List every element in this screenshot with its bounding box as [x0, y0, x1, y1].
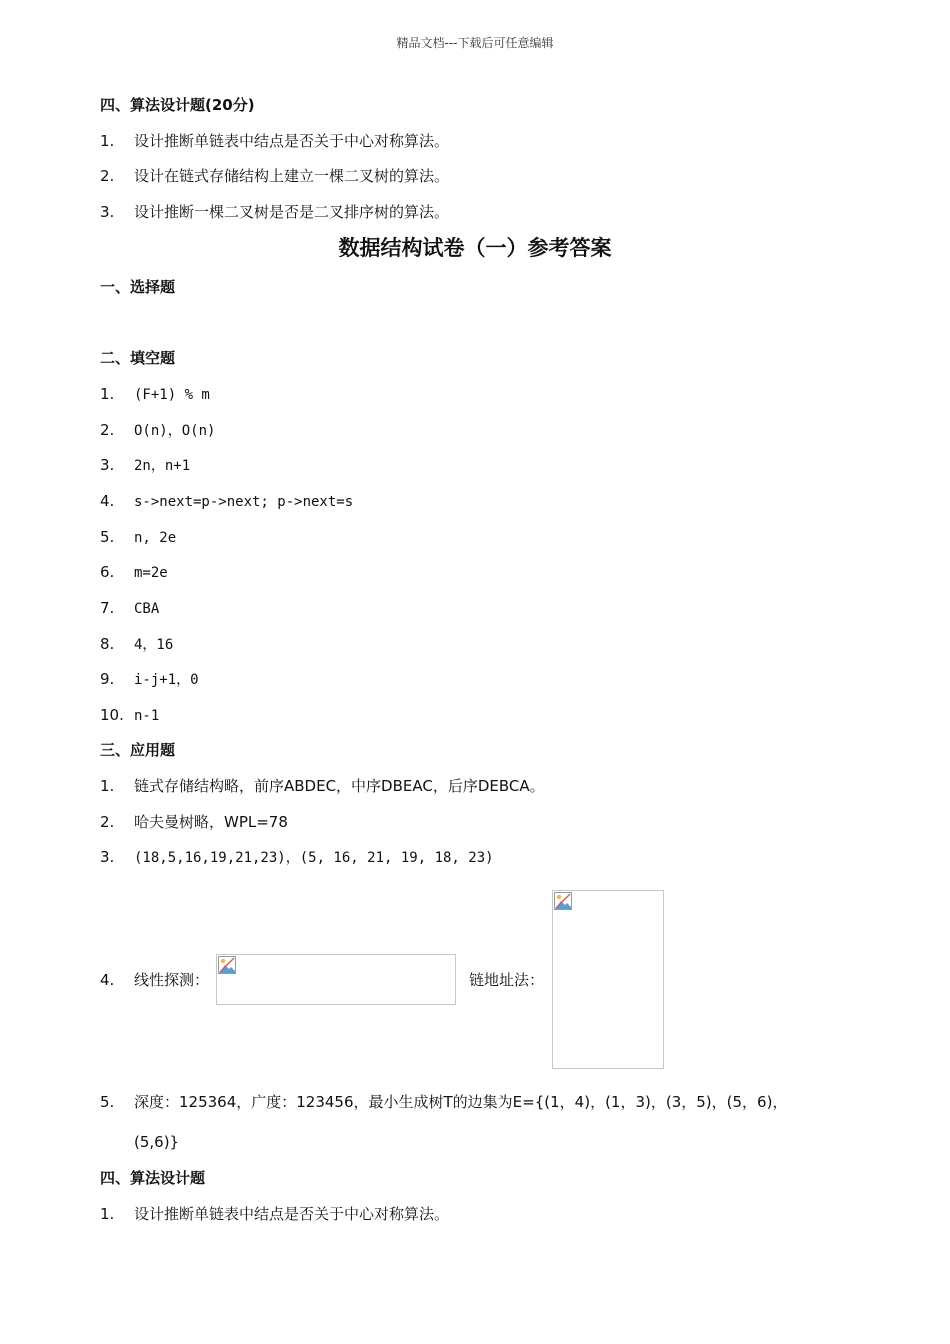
item-text: 4，16 — [134, 637, 174, 653]
item-number: 1. — [100, 385, 115, 403]
chaining-label: 链地址法： — [469, 971, 545, 989]
list-item — [100, 598, 159, 619]
linear-probing-label: 线性探测： — [134, 971, 210, 989]
item-text: 哈夫曼树略，WPL=78 — [134, 813, 288, 831]
list-item — [100, 1204, 449, 1224]
item-text-continuation: (5,6)} — [134, 1133, 180, 1151]
list-item — [100, 776, 545, 796]
item-text: 设计在链式存储结构上建立一棵二叉树的算法。 — [134, 167, 450, 185]
broken-image-icon — [554, 892, 572, 910]
item-text: 设计推断一棵二叉树是否是二叉排序树的算法。 — [134, 203, 450, 221]
section2-heading: 二、填空题 — [100, 349, 176, 367]
item-text: m=2e — [134, 565, 168, 581]
item-number: 1. — [100, 777, 115, 795]
item-text: (F+1) % m — [134, 387, 210, 403]
item-number: 5. — [100, 528, 115, 546]
list-item — [100, 847, 494, 868]
broken-image-icon — [218, 956, 236, 974]
section3-heading: 三、应用题 — [100, 741, 176, 759]
list-item — [100, 455, 190, 476]
item-number: 6. — [100, 563, 115, 581]
item-text: 链式存储结构略，前序ABDEC，中序DBEAC，后序DEBCA。 — [134, 777, 545, 795]
item-number: 3. — [100, 848, 115, 866]
list-item — [100, 970, 209, 990]
item-number: 1. — [100, 1205, 115, 1223]
item-number: 5. — [100, 1093, 115, 1111]
item-number: 10. — [100, 706, 124, 724]
linear-probing-image — [216, 954, 456, 1005]
item-text: O(n)，O(n) — [134, 423, 216, 439]
item-text: 深度：125364，广度：123456，最小生成树T的边集为E={(1，4)，(1，3)，(3，5)，(5，6)， — [134, 1093, 788, 1111]
chaining-image — [552, 890, 664, 1069]
item-text: 设计推断单链表中结点是否关于中心对称算法。 — [134, 132, 450, 150]
list-item — [100, 527, 176, 548]
item-text: (18,5,16,19,21,23)，(5, 16, 21, 19, 18, 23) — [134, 850, 494, 866]
section4-bottom-heading: 四、算法设计题 — [100, 1169, 206, 1187]
list-item — [100, 420, 215, 441]
item-number: 4. — [100, 492, 115, 510]
item-text: 2n，n+1 — [134, 458, 191, 474]
item-text: n-1 — [134, 708, 160, 724]
item-number: 2. — [100, 421, 115, 439]
section1-heading: 一、选择题 — [100, 278, 176, 296]
item-number: 1. — [100, 132, 115, 150]
item-number: 7. — [100, 599, 115, 617]
item-text: CBA — [134, 601, 160, 617]
list-item — [100, 705, 159, 726]
item-number: 3. — [100, 456, 115, 474]
item-text: s->next=p->next; p->next=s — [134, 494, 354, 510]
list-item — [100, 202, 449, 222]
item-text: n, 2e — [134, 530, 177, 546]
item-number: 4. — [100, 971, 115, 989]
list-item — [100, 166, 449, 186]
list-item — [100, 384, 210, 405]
section4-top-heading: 四、算法设计题(20分) — [100, 96, 255, 114]
item-text: i-j+1，0 — [134, 672, 199, 688]
item-number: 3. — [100, 203, 115, 221]
list-item — [100, 131, 449, 151]
list-item — [100, 634, 173, 655]
list-item — [100, 669, 199, 690]
item-text: 设计推断单链表中结点是否关于中心对称算法。 — [134, 1205, 450, 1223]
list-item — [100, 1092, 787, 1112]
item-number: 2. — [100, 167, 115, 185]
list-item — [100, 812, 288, 832]
list-item — [100, 491, 353, 512]
list-item — [100, 562, 168, 583]
page-header: 精品文档---下载后可任意编辑 — [396, 36, 554, 50]
item-number: 9. — [100, 670, 115, 688]
page-title: 数据结构试卷（一）参考答案 — [338, 236, 612, 260]
item-number: 2. — [100, 813, 115, 831]
item-number: 8. — [100, 635, 115, 653]
